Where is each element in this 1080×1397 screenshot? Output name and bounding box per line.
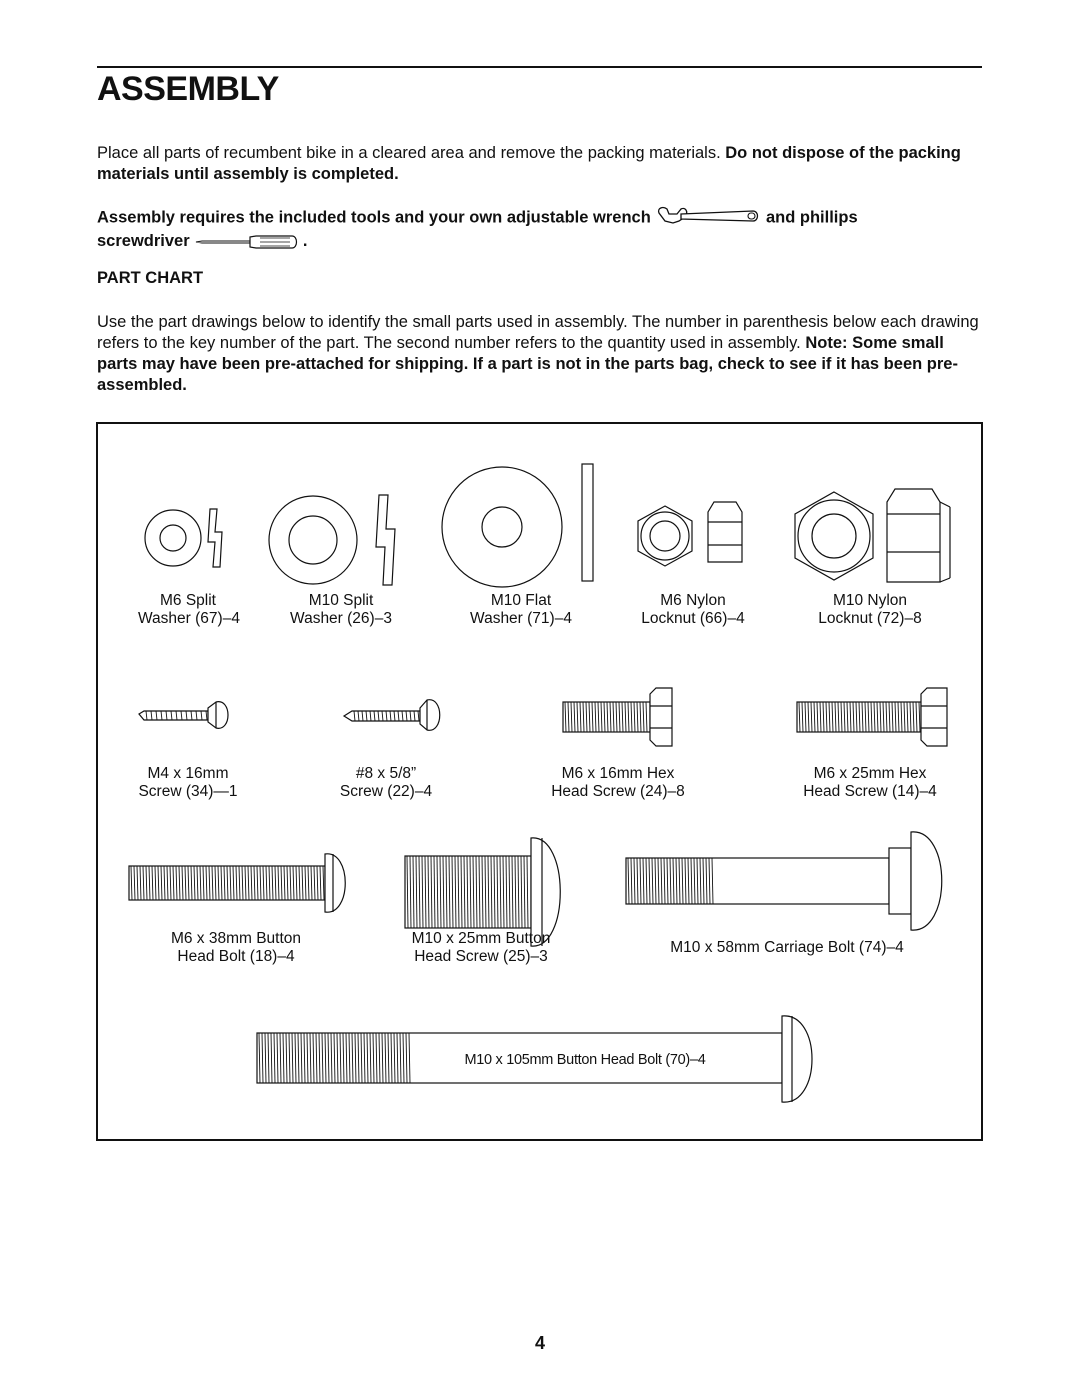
- part-label-m6-x-25mm-hex-screw: M6 x 25mm Hex Head Screw (14)–4: [803, 765, 937, 800]
- m6-x-25mm-hex-screw-drawing: [797, 688, 947, 746]
- intro-text: Place all parts of recumbent bike in a cleared area and remove the packing materials.: [97, 144, 726, 162]
- adjustable-wrench-icon: [655, 205, 761, 231]
- part-chart-intro-text: Use the part drawings below to identify the small parts used in assembly. The number in parenthesis below each drawing refers to the key number of the part. The second number refers to the quantity used in assembly.: [97, 313, 979, 352]
- m10-split-washer-drawing: [269, 495, 395, 585]
- tools-text-a: Assembly requires the included tools and your own adjustable wrench: [97, 208, 651, 227]
- intro-bold-text: Do not dispose of the packing materials until assembly is completed.: [97, 144, 961, 183]
- part-chart-note: Note: Some small parts may have been pre-attached for shipping. If a part is not in the parts bag, check to see if it has been pre-assembled.: [97, 334, 958, 394]
- page-number: 4: [534, 1333, 545, 1353]
- part-label-m4-x-16mm-screw: M4 x 16mm Screw (34)—1: [138, 765, 238, 800]
- m6-split-washer-drawing: [145, 509, 222, 567]
- tools-text-d: .: [302, 232, 308, 250]
- section-heading: PART CHART: [97, 269, 204, 287]
- part-label-m6-split-washer: M6 Split Washer (67)–4: [138, 592, 240, 627]
- tools-text-b: and phillips: [765, 208, 858, 227]
- part-chart-intro: [97, 312, 982, 396]
- m6-x-16mm-hex-screw-drawing: [563, 688, 672, 746]
- m6-nylon-locknut-drawing: [638, 502, 742, 566]
- tools-paragraph: [97, 205, 982, 252]
- part-label-m10-x-58mm-carriage-bolt: M10 x 58mm Carriage Bolt (74)–4: [670, 939, 904, 956]
- m10-flat-washer-drawing: [442, 464, 593, 587]
- part-label-m6-x-16mm-hex-screw: M6 x 16mm Hex Head Screw (24)–8: [551, 765, 685, 800]
- phillips-screwdriver-icon: [194, 233, 298, 251]
- part-label-m10-flat-washer: M10 Flat Washer (71)–4: [470, 592, 572, 627]
- part-label-m10-nylon-locknut: M10 Nylon Locknut (72)–8: [818, 592, 922, 627]
- top-rule: [97, 66, 982, 68]
- part-label-m10-split-washer: M10 Split Washer (26)–3: [290, 592, 392, 627]
- intro-paragraph: [97, 143, 982, 185]
- part-label-8-x-5-8-screw: #8 x 5/8” Screw (22)–4: [339, 765, 433, 800]
- part-label-m6-x-38mm-button-bolt: M6 x 38mm Button Head Bolt (18)–4: [170, 930, 302, 965]
- m10-nylon-locknut-drawing: [795, 489, 950, 582]
- tools-text-c: screwdriver: [97, 232, 190, 250]
- part-label-m10-x-25mm-button-screw: M10 x 25mm Button Head Screw (25)–3: [411, 930, 551, 965]
- page-title: ASSEMBLY: [97, 70, 279, 108]
- part-label-m10-x-105mm-button-bolt: M10 x 105mm Button Head Bolt (70)–4: [464, 1052, 706, 1068]
- m4-x-16mm-screw-drawing: [139, 702, 228, 729]
- part-chart-box: [96, 422, 983, 1141]
- part-label-m6-nylon-locknut: M6 Nylon Locknut (66)–4: [641, 592, 745, 627]
